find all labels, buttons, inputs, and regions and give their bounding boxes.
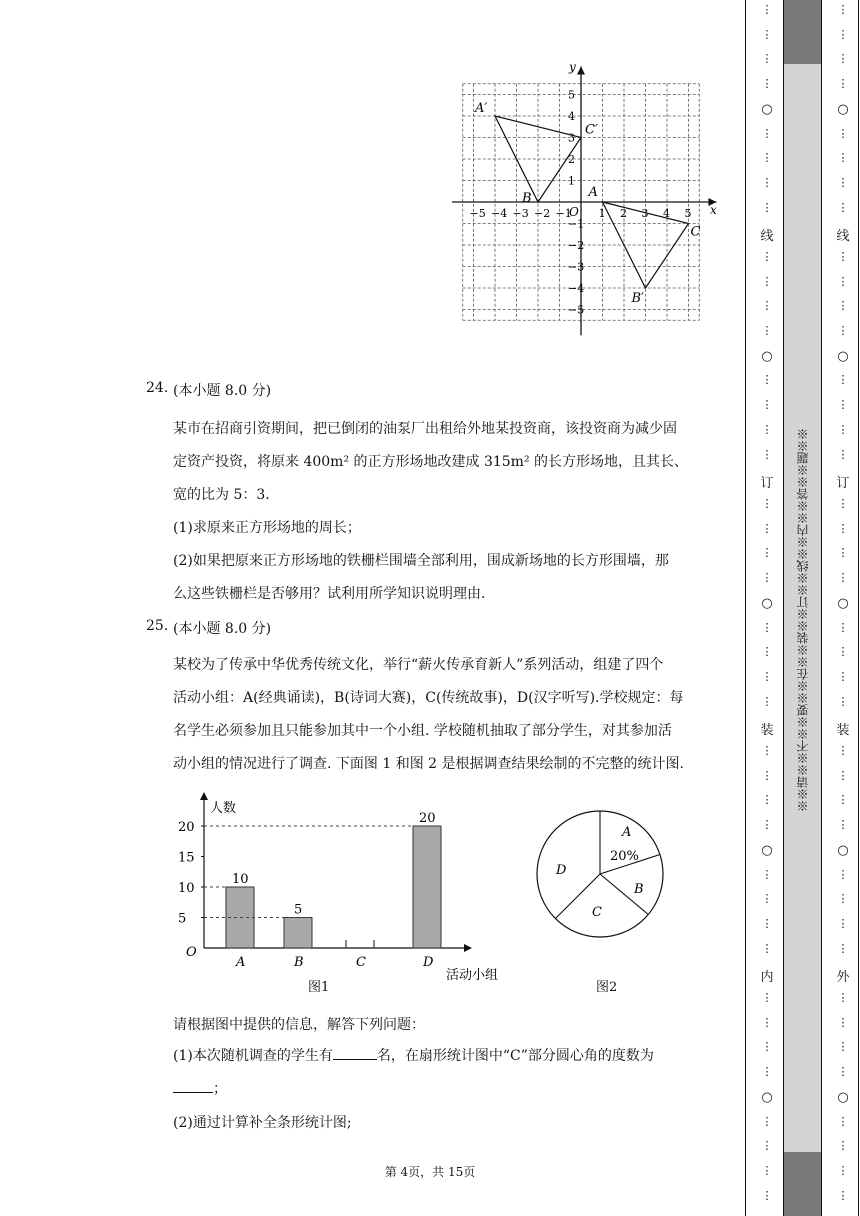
binding-dot: ⋮ xyxy=(761,151,773,164)
q24-number: 24. xyxy=(146,380,169,396)
binding-circle: ○ xyxy=(837,843,849,858)
binding-dot: ⋮ xyxy=(761,868,773,881)
q25-line: 名学生必须参加且只能参加其中一个小组. 学校随机抽取了部分学生，对其参加活 xyxy=(173,723,672,739)
dark-block-bottom xyxy=(784,1152,821,1216)
q25-sub1 xyxy=(173,1045,654,1065)
binding-dot: ⋮ xyxy=(761,299,773,312)
y-tick-label: 20 xyxy=(178,820,195,835)
binding-dot: ⋮ xyxy=(761,448,773,461)
q24-line: 某市在招商引资期间，把已倒闭的油泵厂出租给外地某投资商，该投资商为减少固 xyxy=(173,421,677,437)
x-tick-label: A xyxy=(236,955,246,970)
binding-label: 线 xyxy=(760,229,774,244)
q25-sub2: (2)通过计算补全条形统计图; xyxy=(173,1115,352,1131)
binding-dot: ⋮ xyxy=(837,373,849,386)
y-tick-label: −5 xyxy=(568,303,585,317)
y-tick-label: 2 xyxy=(568,153,575,166)
binding-dot: ⋮ xyxy=(761,275,773,288)
binding-dot: ⋮ xyxy=(761,1040,773,1053)
x-tick-label: −3 xyxy=(512,207,529,220)
bar-value-label: 5 xyxy=(294,902,303,918)
binding-dot: ⋮ xyxy=(761,942,773,955)
y-axis-label: y xyxy=(569,59,576,74)
y-tick-label: −2 xyxy=(568,239,585,252)
binding-circle: ○ xyxy=(761,596,773,611)
binding-dot: ⋮ xyxy=(837,77,849,90)
binding-dot: ⋮ xyxy=(761,917,773,930)
binding-dot: ⋮ xyxy=(837,299,849,312)
binding-dot: ⋮ xyxy=(761,621,773,634)
binding-dot: ⋮ xyxy=(761,1115,773,1128)
binding-dot: ⋮ xyxy=(761,250,773,263)
x-axis-label: 活动小组 xyxy=(446,968,499,983)
x-tick-label: −5 xyxy=(469,207,486,220)
q25-header: (本小题 8.0 分) xyxy=(173,621,272,637)
y-axis-arrow xyxy=(577,67,585,75)
q25-number: 25. xyxy=(146,618,169,634)
binding-circle: ○ xyxy=(837,349,849,364)
dark-block-top xyxy=(784,0,821,64)
binding-dot: ⋮ xyxy=(837,991,849,1004)
binding-dot: ⋮ xyxy=(837,250,849,263)
binding-label: 装 xyxy=(836,723,850,738)
binding-dot: ⋮ xyxy=(837,793,849,806)
origin-label: O xyxy=(569,205,579,219)
binding-dot: ⋮ xyxy=(837,1040,849,1053)
q25-sub1-part-c: ； xyxy=(213,1081,227,1097)
binding-dot: ⋮ xyxy=(837,448,849,461)
bar xyxy=(413,826,441,948)
y-tick-label: 3 xyxy=(568,131,575,145)
binding-dot: ⋮ xyxy=(761,176,773,189)
binding-dot: ⋮ xyxy=(761,793,773,806)
binding-label: 订 xyxy=(760,476,774,491)
binding-dot: ⋮ xyxy=(837,744,849,757)
binding-circle: ○ xyxy=(761,843,773,858)
binding-dot: ⋮ xyxy=(837,176,849,189)
binding-dot: ⋮ xyxy=(837,1164,849,1177)
answer-blank[interactable] xyxy=(333,1047,377,1060)
binding-dot: ⋮ xyxy=(837,917,849,930)
binding-dot: ⋮ xyxy=(761,28,773,41)
x-tick-label: C xyxy=(356,955,366,970)
origin-label: O xyxy=(186,945,197,960)
pie-slice-label: C xyxy=(592,905,602,920)
binding-dot: ⋮ xyxy=(837,621,849,634)
binding-dot: ⋮ xyxy=(761,818,773,831)
q24-line: 定资产投资，将原来 400m² 的正方形场地改建成 315m² 的长方形场地，且其长、 xyxy=(173,454,689,470)
binding-circle: ○ xyxy=(837,596,849,611)
binding-border-right2 xyxy=(858,0,859,1216)
pie-chart xyxy=(530,800,670,940)
binding-dot: ⋮ xyxy=(761,1139,773,1152)
y-tick-label: −3 xyxy=(568,260,585,274)
bar-value-label: 20 xyxy=(419,811,436,826)
binding-dot: ⋮ xyxy=(837,423,849,436)
x-tick-label: 4 xyxy=(663,207,670,220)
binding-label: 内 xyxy=(760,970,774,985)
binding-dot: ⋮ xyxy=(761,1164,773,1177)
binding-circle: ○ xyxy=(837,1090,849,1105)
y-tick-label: −1 xyxy=(568,217,585,231)
binding-dot: ⋮ xyxy=(761,1016,773,1029)
y-tick-label: 4 xyxy=(568,110,575,123)
binding-dot: ⋮ xyxy=(837,1139,849,1152)
binding-border-left xyxy=(745,0,746,1216)
y-tick-label: 5 xyxy=(178,911,187,927)
x-axis-label: x xyxy=(710,203,717,217)
y-tick-label: 10 xyxy=(178,881,195,896)
binding-dot: ⋮ xyxy=(761,1189,773,1202)
y-tick-label: 15 xyxy=(178,850,195,866)
binding-circle: ○ xyxy=(761,1090,773,1105)
x-tick-label: D xyxy=(423,955,434,970)
x-tick-label: 5 xyxy=(684,207,692,220)
binding-dot: ⋮ xyxy=(837,1189,849,1202)
binding-dot: ⋮ xyxy=(761,571,773,584)
x-axis-arrow xyxy=(464,944,472,952)
binding-dot: ⋮ xyxy=(761,324,773,337)
binding-dot: ⋮ xyxy=(837,942,849,955)
x-tick-label: B xyxy=(294,955,304,970)
binding-dot: ⋮ xyxy=(837,497,849,510)
binding-dot: ⋮ xyxy=(837,769,849,782)
binding-circle: ○ xyxy=(837,102,849,117)
binding-circle: ○ xyxy=(761,349,773,364)
answer-blank[interactable] xyxy=(173,1080,213,1093)
binding-dot: ⋮ xyxy=(761,52,773,65)
coordinate-figure xyxy=(450,60,730,350)
binding-dot: ⋮ xyxy=(837,324,849,337)
binding-dot: ⋮ xyxy=(761,1065,773,1078)
y-axis-label: 人数 xyxy=(210,801,237,816)
binding-dot: ⋮ xyxy=(837,151,849,164)
binding-dot: ⋮ xyxy=(837,645,849,658)
x-tick-label: −4 xyxy=(491,207,508,220)
binding-dot: ⋮ xyxy=(761,201,773,214)
x-tick-label: 3 xyxy=(641,207,649,220)
binding-dot: ⋮ xyxy=(837,546,849,559)
binding-label: 线 xyxy=(836,229,850,244)
binding-dot: ⋮ xyxy=(761,744,773,757)
binding-dot: ⋮ xyxy=(837,275,849,288)
binding-dots-left xyxy=(752,0,782,1216)
point-label: B xyxy=(522,191,532,206)
point-label: A′ xyxy=(475,101,488,116)
q25-prompt: 请根据图中提供的信息，解答下列问题： xyxy=(173,1017,425,1033)
x-tick-label: 2 xyxy=(620,207,627,220)
binding-dot: ⋮ xyxy=(761,522,773,535)
y-tick-label: 1 xyxy=(568,174,575,188)
pie-slice-label: B xyxy=(634,882,644,897)
binding-dot: ⋮ xyxy=(837,52,849,65)
bar-value-label: 10 xyxy=(232,872,249,887)
binding-dot: ⋮ xyxy=(761,546,773,559)
binding-notice: ※※请※※不※※要※※在※※装※※订※※线※※内※※答※※题※※ xyxy=(796,428,810,812)
binding-dot: ⋮ xyxy=(837,695,849,708)
binding-dot: ⋮ xyxy=(837,1016,849,1029)
pie-slice-value: 20% xyxy=(610,849,639,864)
q25-line: 活动小组：A(经典诵读)，B(诗词大赛)，C(传统故事)，D(汉字听写).学校规定：每 xyxy=(173,690,684,706)
binding-dot: ⋮ xyxy=(837,670,849,683)
x-tick-label: −1 xyxy=(555,207,572,220)
binding-label: 装 xyxy=(760,723,774,738)
q25-line: 某校为了传承中华优秀传统文化，举行“薪火传承育新人”系列活动，组建了四个 xyxy=(173,657,664,673)
binding-dot: ⋮ xyxy=(837,1065,849,1078)
binding-dot: ⋮ xyxy=(761,769,773,782)
binding-label: 外 xyxy=(836,970,850,985)
q24-header: (本小题 8.0 分) xyxy=(173,383,272,399)
q24-line: 宽的比为 5：3． xyxy=(173,487,280,503)
binding-label: 订 xyxy=(836,476,850,491)
bar xyxy=(284,918,312,949)
y-axis-arrow xyxy=(200,792,208,800)
binding-dot: ⋮ xyxy=(837,398,849,411)
binding-dot: ⋮ xyxy=(761,373,773,386)
x-tick-label: −2 xyxy=(534,207,551,220)
pie-slice-label: A xyxy=(622,825,632,840)
x-tick-label: 1 xyxy=(598,207,606,220)
binding-dot: ⋮ xyxy=(761,892,773,905)
point-label: B′ xyxy=(631,291,645,306)
binding-dot: ⋮ xyxy=(761,3,773,16)
binding-dot: ⋮ xyxy=(837,571,849,584)
q24-line: (2)如果把原来正方形场地的铁栅栏围墙全部利用，围成新场地的长方形围墙，那 xyxy=(173,553,669,569)
q24-line: 么这些铁栅栏是否够用？试利用所学知识说明理由. xyxy=(173,586,486,602)
binding-dot: ⋮ xyxy=(761,695,773,708)
binding-dot: ⋮ xyxy=(761,645,773,658)
binding-dot: ⋮ xyxy=(837,127,849,140)
binding-dot: ⋮ xyxy=(837,818,849,831)
page-footer: 第 4页，共 15页 xyxy=(384,1165,476,1179)
binding-dot: ⋮ xyxy=(761,670,773,683)
binding-dot: ⋮ xyxy=(837,201,849,214)
q25-line: 动小组的情况进行了调查. 下面图 1 和图 2 是根据调查结果绘制的不完整的统计图. xyxy=(173,756,684,772)
binding-dot: ⋮ xyxy=(761,991,773,1004)
binding-dot: ⋮ xyxy=(837,892,849,905)
point-label: C′ xyxy=(585,122,598,138)
binding-dot: ⋮ xyxy=(837,868,849,881)
y-tick-label: −4 xyxy=(568,282,585,295)
point-label: A xyxy=(588,185,598,200)
binding-dot: ⋮ xyxy=(761,423,773,436)
pie-slice-label: D xyxy=(556,863,567,878)
bar-chart xyxy=(170,788,499,983)
binding-dot: ⋮ xyxy=(837,522,849,535)
q24-line: (1)求原来正方形场地的周长； xyxy=(173,520,361,536)
binding-dot: ⋮ xyxy=(761,77,773,90)
binding-dot: ⋮ xyxy=(837,28,849,41)
binding-dot: ⋮ xyxy=(761,398,773,411)
binding-dot: ⋮ xyxy=(837,3,849,16)
y-tick-label: 5 xyxy=(568,88,575,102)
binding-dot: ⋮ xyxy=(761,127,773,140)
binding-dot: ⋮ xyxy=(761,497,773,510)
point-label: C xyxy=(690,224,701,240)
binding-border-right1 xyxy=(821,0,822,1216)
q25-sub1-part-b: 名，在扇形统计图中“C”部分圆心角的度数为 xyxy=(376,1048,654,1064)
binding-dots-right xyxy=(828,0,858,1216)
bar-chart-caption: 图1 xyxy=(308,980,330,995)
binding-circle: ○ xyxy=(761,102,773,117)
q25-sub1-cont xyxy=(173,1078,227,1098)
q25-sub1-part-a: (1)本次随机调查的学生有 xyxy=(173,1048,333,1064)
binding-dot: ⋮ xyxy=(837,1115,849,1128)
pie-chart-caption: 图2 xyxy=(596,980,618,995)
